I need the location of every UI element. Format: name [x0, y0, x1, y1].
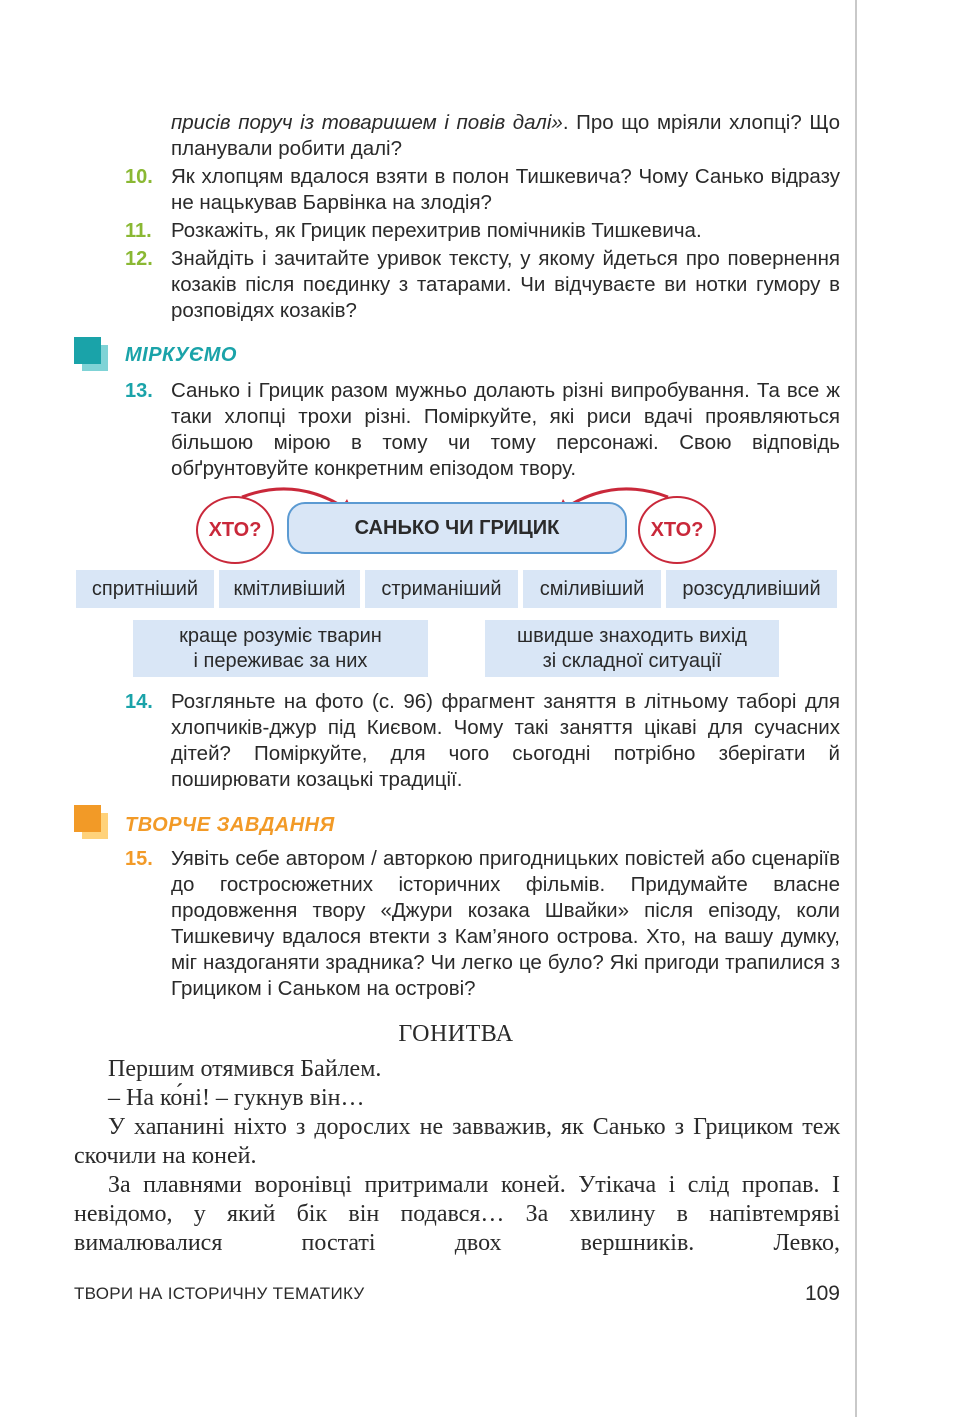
running-footer-title: ТВОРИ НА ІСТОРИЧНУ ТЕМАТИКУ	[74, 1284, 365, 1303]
thinking-section-icon	[74, 337, 104, 367]
question-11	[125, 218, 840, 244]
question-9-continuation	[125, 110, 840, 162]
question-15	[125, 846, 840, 1002]
question-number: 13.	[125, 380, 153, 402]
trait-box: спритніший	[76, 570, 214, 608]
story-paragraph: Першим отямився Байлем.	[108, 1056, 382, 1082]
trait-line: швидше знаходить вихід	[517, 624, 747, 647]
question-10	[125, 164, 840, 216]
question-12	[125, 246, 840, 324]
trait-line: і переживає за них	[193, 649, 368, 672]
trait-line: зі складної ситуації	[542, 649, 722, 672]
trait-box: стриманіший	[365, 570, 518, 608]
sanko-or-hrytsyk-box: САНЬКО ЧИ ГРИЦИК	[287, 502, 627, 554]
story-paragraph: – На ко́ні! – гукнув він…	[108, 1085, 365, 1111]
trait-box-long	[133, 620, 428, 677]
question-number: 12.	[125, 248, 153, 270]
character-comparison-diagram	[190, 483, 720, 563]
question-text: Санько і Грицик разом мужньо долають різні випробування. Та все ж таки хлопці трохи різні. Поміркуйте, які риси вдачі проявляються більшою мірою в тому чи тому персонажі. Свою відповідь обґрунтовуйте конкретним епізодом твору.	[171, 379, 840, 480]
question-number: 15.	[125, 848, 153, 870]
question-number: 14.	[125, 691, 153, 713]
question-14	[125, 689, 840, 793]
question-text: Розгляньте на фото (с. 96) фрагмент заняття в літньому таборі для хлопчиків-джур під Києвом. Чому такі заняття цікаві для сучасних дітей? Поміркуйте, для чого сьогодні потрібно зберігати й поширювати козацькі традиції.	[171, 690, 840, 791]
question-text: Розкажіть, як Грицик перехитрив помічників Тишкевича.	[171, 219, 702, 242]
story-text	[74, 1055, 840, 1258]
q9-italic-quote: присів поруч із товаришем і повів далі»	[171, 111, 563, 134]
page-number: 109	[804, 1282, 840, 1305]
page-edge-line	[855, 0, 857, 1417]
question-number: 10.	[125, 166, 153, 188]
creative-section-icon	[74, 805, 104, 835]
question-text: Як хлопцям вдалося взяти в полон Тишкевича? Чому Санько відразу не нацькував Барвінка на злодія?	[171, 165, 840, 214]
trait-box: сміливіший	[523, 570, 661, 608]
question-text: Знайдіть і зачитайте уривок тексту, у якому йдеться про повернення козаків після поєдинку з татарами. Чи відчуваєте ви нотки гумору в розповідях козаків?	[171, 247, 840, 322]
story-title: ГОНИТВА	[398, 1021, 514, 1047]
who-oval-left: ХТО?	[196, 496, 274, 564]
q9-rest: . Про що мріяли хлопці? Що планували робити далі?	[171, 111, 841, 160]
thinking-section-title: МІРКУЄМО	[125, 344, 237, 366]
trait-line: краще розуміє тварин	[179, 624, 382, 647]
question-13	[125, 378, 840, 482]
who-oval-right: ХТО?	[638, 496, 716, 564]
question-text: Уявіть себе автором / авторкою пригодницьких повістей або сценаріїв до гостросюжетних історичних фільмів. Придумайте власне продовження твору «Джури козака Швайки» після епізоду, коли Тишкевичу вдалося втекти з Кам’яного острова. Хто, на вашу думку, міг наздоганяти зрадника? Чи легко це було? Які пригоди трапилися з Грициком і Саньком на острові?	[171, 847, 840, 1000]
story-paragraph: За плавнями воронівці притримали коней. Утікача і слід пропав. І невідомо, у який бік він подався… За хвилину в напівтемряві вималювалися постаті двох вершників. Левко,	[74, 1172, 840, 1256]
story-paragraph: У хапанині ніхто з дорослих не завважив, як Санько з Грициком теж скочили на коней.	[74, 1114, 840, 1169]
question-number: 11.	[125, 220, 152, 242]
trait-box: розсудливіший	[666, 570, 837, 608]
trait-box-long	[485, 620, 779, 677]
creative-section-title: ТВОРЧЕ ЗАВДАННЯ	[125, 814, 335, 836]
trait-box: кмітливіший	[219, 570, 360, 608]
